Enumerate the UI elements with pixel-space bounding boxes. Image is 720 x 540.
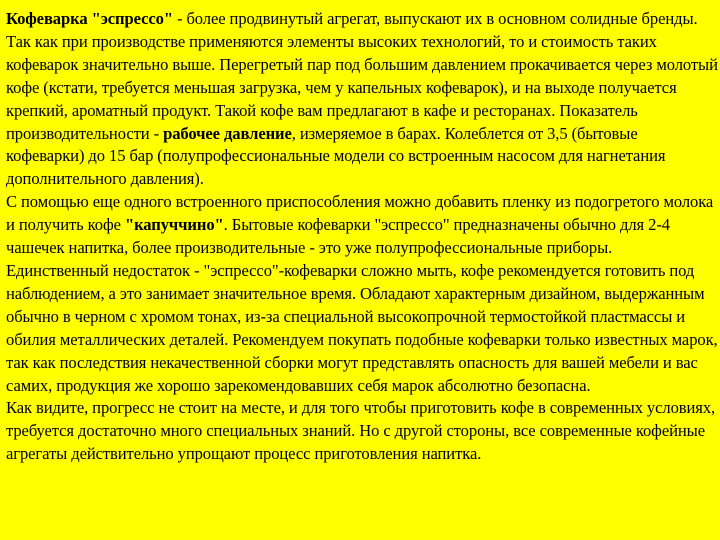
- term-cappuccino: "капуччино": [124, 215, 224, 235]
- term-espresso-machine: Кофеварка "эспрессо": [6, 9, 173, 28]
- paragraph-cappuccino: [6, 191, 718, 397]
- paragraph-text: Как видите, прогресс не стоит на месте, и для того чтобы приготовить кофе в современных условиях, требуется достаточно много специальных знаний. Но с другой стороны, все современные кофейные агрегаты действительно упрощают процесс приготовления напитка.: [6, 398, 716, 464]
- paragraph-text: . Бытовые кофеварки "эспрессо" предназначены обычно для 2-4 чашечек напитка, более производительные - это уже полупрофессиональные приборы. Единственный недостаток - "эспрессо"-кофеварки сложно мыть, кофе рекомендуется готовить под наблюдением, а это занимает значительное время. Обладают характерным дизайном, выдержанным обычно в черном с хромом тонах, из-за специальной высокопрочной термостойкой пластмассы и обилия металлических деталей. Рекомендуем покупать подобные кофеварки только известных марок, так как последствия некачественной сборки могут представлять опасность для вашей мебели и вас самих, продукция же хорошо зарекомендовавших себя марок абсолютно безопасна.: [6, 215, 718, 395]
- paragraph-text: С помощью еще одного встроенного приспособления можно добавить пленку из подогретого молока и получить кофе: [6, 192, 714, 235]
- term-working-pressure: рабочее давление: [163, 123, 292, 143]
- paragraph-text: - более продвинутый агрегат, выпускают их в основном солидные бренды. Так как при производстве применяются элементы высоких технологий, то и стоимость таких кофеварок значительно выше. Перегретый пар под большим давлением прокачивается через молотый кофе (кстати, требуется меньшая загрузка, чем у капельных кофеварок), и на выходе получается крепкий, ароматный продукт. Такой кофе вам предлагают в кафе и ресторанах. Показатель производительности -: [6, 9, 718, 143]
- article-text: [6, 8, 718, 466]
- paragraph-conclusion: [6, 397, 718, 466]
- paragraph-text: , измеряемое в барах. Колеблется от 3,5 (бытовые кофеварки) до 15 бар (полупрофессиональные модели со встроенным насосом для нагнетания дополнительного давления).: [6, 123, 666, 189]
- paragraph-espresso-intro: [6, 8, 718, 191]
